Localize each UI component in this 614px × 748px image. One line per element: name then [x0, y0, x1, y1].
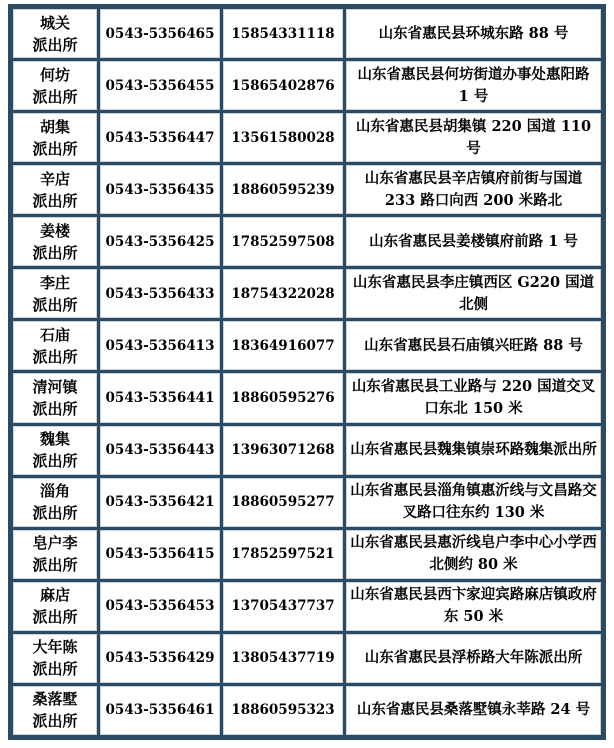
table-row [13, 478, 601, 527]
address-cell: 山东省惠民县魏集镇崇环路魏集派出所 [346, 426, 601, 475]
station-name-line1: 清河镇 [32, 377, 78, 396]
station-name-cell [13, 530, 97, 579]
mobile-cell: 18860595323 [223, 686, 343, 735]
station-name-line1: 大年陈 [32, 638, 78, 657]
station-name-line1: 麻店 [39, 586, 70, 605]
station-name-line1: 李庄 [39, 273, 70, 292]
station-name-line2: 派出所 [32, 139, 78, 158]
landline-cell: 0543-5356443 [100, 426, 220, 475]
table-row [13, 9, 601, 58]
address-cell: 山东省惠民县环城东路 88 号 [346, 9, 601, 58]
table-row [13, 530, 601, 579]
station-name-line2: 派出所 [32, 452, 78, 471]
station-name-cell [13, 61, 97, 110]
landline-cell: 0543-5356461 [100, 686, 220, 735]
mobile-cell: 18364916077 [223, 321, 343, 370]
table-row [13, 373, 601, 422]
landline-cell: 0543-5356447 [100, 113, 220, 162]
table-row [13, 269, 601, 318]
table-row [13, 634, 601, 683]
station-name-line1: 城关 [39, 13, 70, 32]
address-cell: 山东省惠民县淄角镇惠沂线与文昌路交叉路口往东约 130 米 [346, 478, 601, 527]
police-station-table [10, 6, 604, 738]
landline-cell: 0543-5356425 [100, 217, 220, 266]
station-name-cell [13, 478, 97, 527]
station-name-cell [13, 9, 97, 58]
station-name-line1: 桑落墅 [32, 690, 78, 709]
landline-cell: 0543-5356465 [100, 9, 220, 58]
address-cell: 山东省惠民县桑落墅镇永莘路 24 号 [346, 686, 601, 735]
station-name-cell [13, 634, 97, 683]
address-cell: 山东省惠民县辛店镇府前街与国道 233 路口向西 200 米路北 [346, 165, 601, 214]
station-name-line2: 派出所 [32, 608, 78, 627]
station-name-line1: 淄角 [39, 482, 70, 501]
address-cell: 山东省惠民县李庄镇西区 G220 国道北侧 [346, 269, 601, 318]
station-name-line2: 派出所 [32, 347, 78, 366]
station-name-cell [13, 582, 97, 631]
table-row [13, 165, 601, 214]
station-name-line2: 派出所 [32, 87, 78, 106]
address-cell: 山东省惠民县姜楼镇府前路 1 号 [346, 217, 601, 266]
address-cell: 山东省惠民县何坊街道办事处惠阳路 1 号 [346, 61, 601, 110]
station-name-line2: 派出所 [32, 191, 78, 210]
landline-cell: 0543-5356433 [100, 269, 220, 318]
mobile-cell: 13705437737 [223, 582, 343, 631]
table-row [13, 426, 601, 475]
address-cell: 山东省惠民县浮桥路大年陈派出所 [346, 634, 601, 683]
mobile-cell: 13805437719 [223, 634, 343, 683]
station-name-line2: 派出所 [32, 243, 78, 262]
station-name-line1: 胡集 [39, 117, 70, 136]
mobile-cell: 18860595239 [223, 165, 343, 214]
station-name-line2: 派出所 [32, 399, 78, 418]
police-station-table-frame [8, 4, 606, 740]
table-row [13, 113, 601, 162]
landline-cell: 0543-5356455 [100, 61, 220, 110]
station-name-cell [13, 686, 97, 735]
station-name-line2: 派出所 [32, 660, 78, 679]
mobile-cell: 18754322028 [223, 269, 343, 318]
station-name-line2: 派出所 [32, 504, 78, 523]
landline-cell: 0543-5356413 [100, 321, 220, 370]
station-name-line1: 何坊 [39, 65, 70, 84]
station-name-line1: 皂户李 [32, 534, 78, 553]
landline-cell: 0543-5356453 [100, 582, 220, 631]
mobile-cell: 17852597521 [223, 530, 343, 579]
station-name-cell [13, 217, 97, 266]
table-row [13, 61, 601, 110]
station-name-cell [13, 373, 97, 422]
station-name-cell [13, 426, 97, 475]
table-row [13, 686, 601, 735]
station-name-line1: 石庙 [39, 325, 70, 344]
mobile-cell: 15865402876 [223, 61, 343, 110]
landline-cell: 0543-5356441 [100, 373, 220, 422]
bottom-margin [8, 740, 606, 748]
station-name-line1: 辛店 [39, 169, 70, 188]
mobile-cell: 13963071268 [223, 426, 343, 475]
mobile-cell: 18860595277 [223, 478, 343, 527]
mobile-cell: 15854331118 [223, 9, 343, 58]
table-body [13, 9, 601, 735]
station-name-line2: 派出所 [32, 556, 78, 575]
mobile-cell: 17852597508 [223, 217, 343, 266]
mobile-cell: 13561580028 [223, 113, 343, 162]
table-row [13, 217, 601, 266]
station-name-line2: 派出所 [32, 35, 78, 54]
address-cell: 山东省惠民县西卞家迎宾路麻店镇政府东 50 米 [346, 582, 601, 631]
station-name-cell [13, 269, 97, 318]
mobile-cell: 18860595276 [223, 373, 343, 422]
landline-cell: 0543-5356429 [100, 634, 220, 683]
station-name-cell [13, 321, 97, 370]
address-cell: 山东省惠民县胡集镇 220 国道 110 号 [346, 113, 601, 162]
station-name-cell [13, 113, 97, 162]
address-cell: 山东省惠民县石庙镇兴旺路 88 号 [346, 321, 601, 370]
address-cell: 山东省惠民县工业路与 220 国道交叉口东北 150 米 [346, 373, 601, 422]
station-name-line2: 派出所 [32, 295, 78, 314]
table-row [13, 321, 601, 370]
station-name-cell [13, 165, 97, 214]
station-name-line2: 派出所 [32, 712, 78, 731]
station-name-line1: 魏集 [39, 430, 70, 449]
station-name-line1: 姜楼 [39, 221, 70, 240]
landline-cell: 0543-5356435 [100, 165, 220, 214]
landline-cell: 0543-5356415 [100, 530, 220, 579]
landline-cell: 0543-5356421 [100, 478, 220, 527]
table-row [13, 582, 601, 631]
address-cell: 山东省惠民县惠沂线皂户李中心小学西北侧约 80 米 [346, 530, 601, 579]
